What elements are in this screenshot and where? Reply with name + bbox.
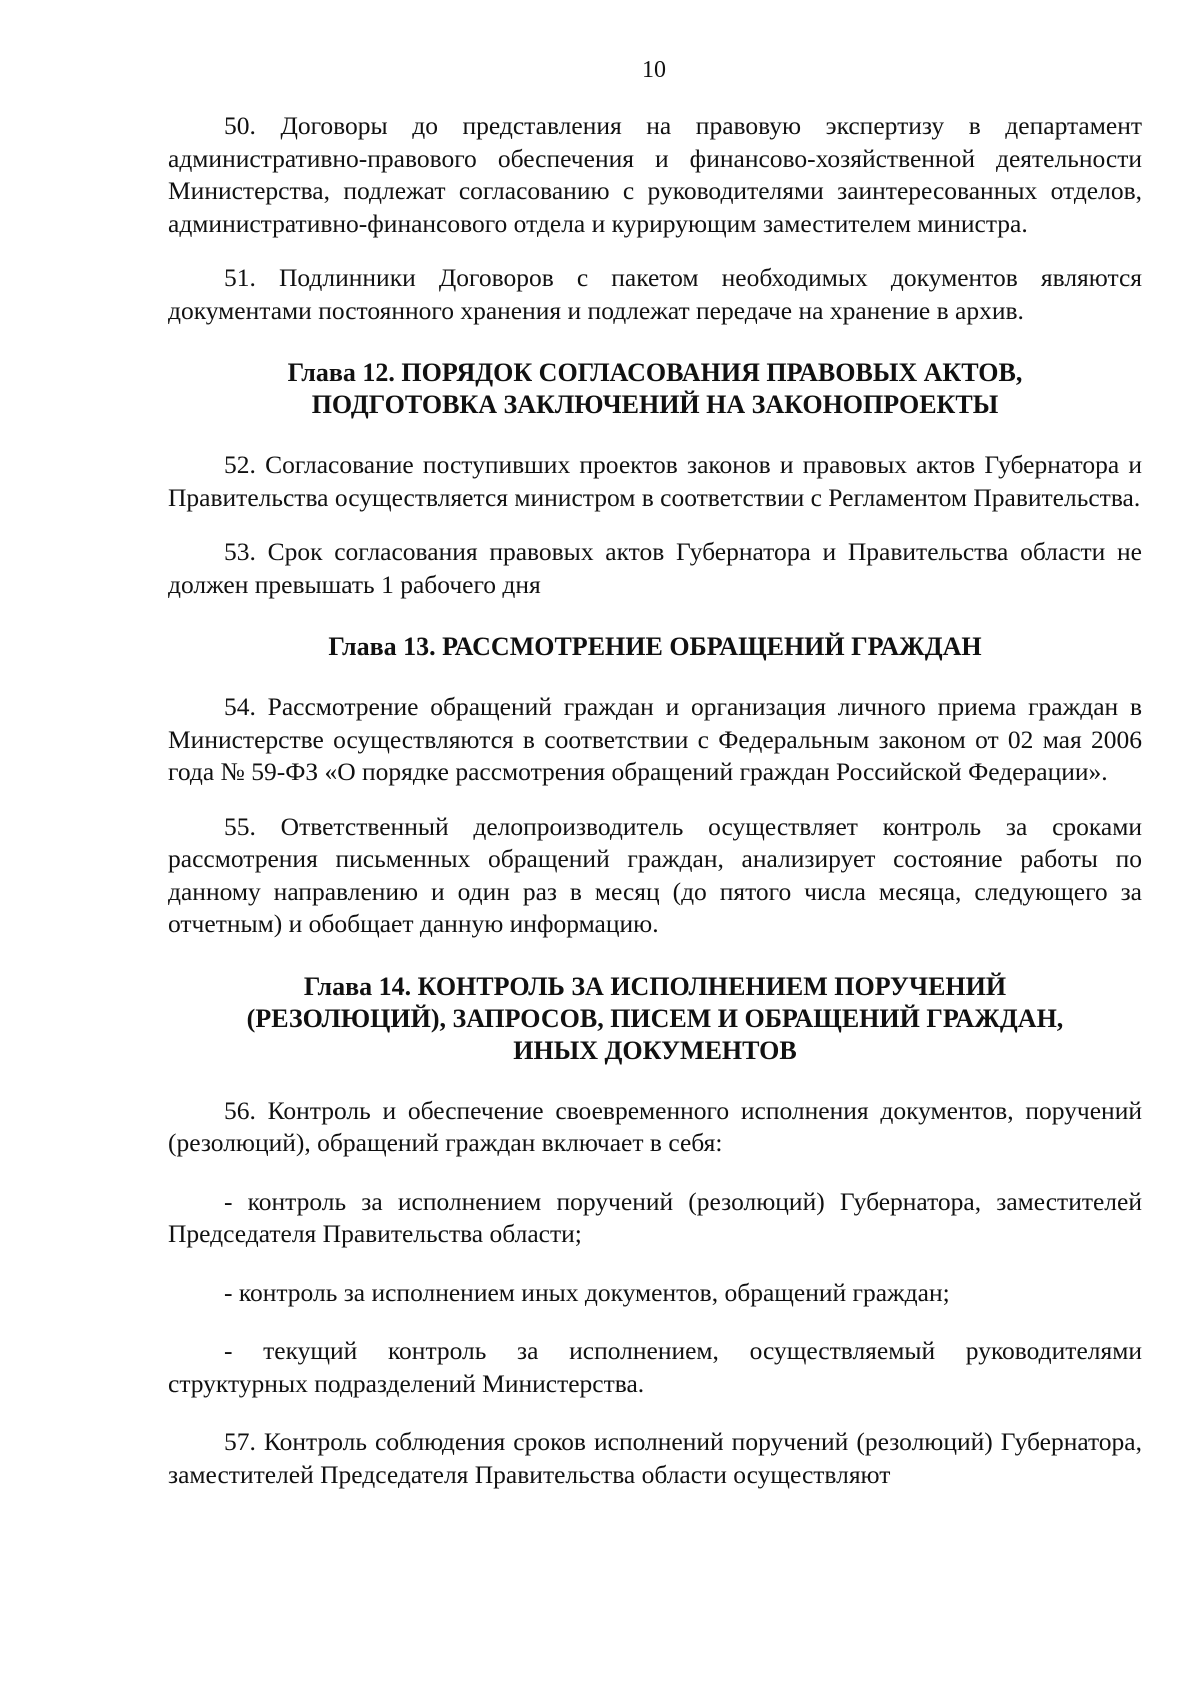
paragraph-51: 51. Подлинники Договоров с пакетом необходимых документов являются документами постоянного хранения и подлежат передаче на хранение в архив. [168,263,1142,325]
paragraph-55: 55. Ответственный делопроизводитель осуществляет контроль за сроками рассмотрения письменных обращений граждан, анализирует состояние работы по данному направлению и один раз в месяц (до пятого числа месяца, следующего за отчетным) и обобщает данную информацию. [168,811,1142,938]
page-number: 10 [642,57,666,83]
paragraph-54: 54. Рассмотрение обращений граждан и организация личного приема граждан в Министерстве осуществляются в соответствии с Федеральным законом от 02 мая 2006 года № 59-ФЗ «О порядке рассмотрения обращений граждан Российской Федерации». [168,692,1142,786]
paragraph-50: 50. Договоры до представления на правовую экспертизу в департамент административно-правового обеспечения и финансово-хозяйственной деятельности Министерства, подлежат согласованию с руководителями заинтересованных отделов, административно-финансового отдела и курирующим заместителем министра. [168,111,1142,238]
list-item-2: - контроль за исполнением иных документов, обращений граждан; [224,1277,950,1307]
document-body [168,110,1142,1491]
paragraph-56: 56. Контроль и обеспечение своевременного исполнения документов, поручений (резолюций), обращений граждан включает в себя: [168,1095,1142,1157]
list-item-1: - контроль за исполнением поручений (резолюций) Губернатора, заместителей Председателя Правительства области; [168,1186,1142,1248]
paragraph-52: 52. Согласование поступивших проектов законов и правовых актов Губернатора и Правительства осуществляется министром в соответствии с Регламентом Правительства. [168,450,1142,512]
chapter-14-heading: Глава 14. КОНТРОЛЬ ЗА ИСПОЛНЕНИЕМ ПОРУЧЕНИЙ (РЕЗОЛЮЦИЙ), ЗАПРОСОВ, ПИСЕМ И ОБРАЩЕНИЙ ГРАЖДАН, ИНЫХ ДОКУМЕНТОВ [246,971,1064,1065]
list-item-3: - текущий контроль за исполнением, осуществляемый руководителями структурных подразделений Министерства. [168,1336,1142,1398]
paragraph-57: 57. Контроль соблюдения сроков исполнений поручений (резолюций) Губернатора, заместителей Председателя Правительства области осуществляют [168,1427,1142,1489]
chapter-12-heading: Глава 12. ПОРЯДОК СОГЛАСОВАНИЯ ПРАВОВЫХ АКТОВ, ПОДГОТОВКА ЗАКЛЮЧЕНИЙ НА ЗАКОНОПРОЕКТЫ [287,358,1023,419]
chapter-13-heading: Глава 13. РАССМОТРЕНИЕ ОБРАЩЕНИЙ ГРАЖДАН [328,632,982,661]
paragraph-53: 53. Срок согласования правовых актов Губернатора и Правительства области не должен превышать 1 рабочего дня [168,537,1142,599]
